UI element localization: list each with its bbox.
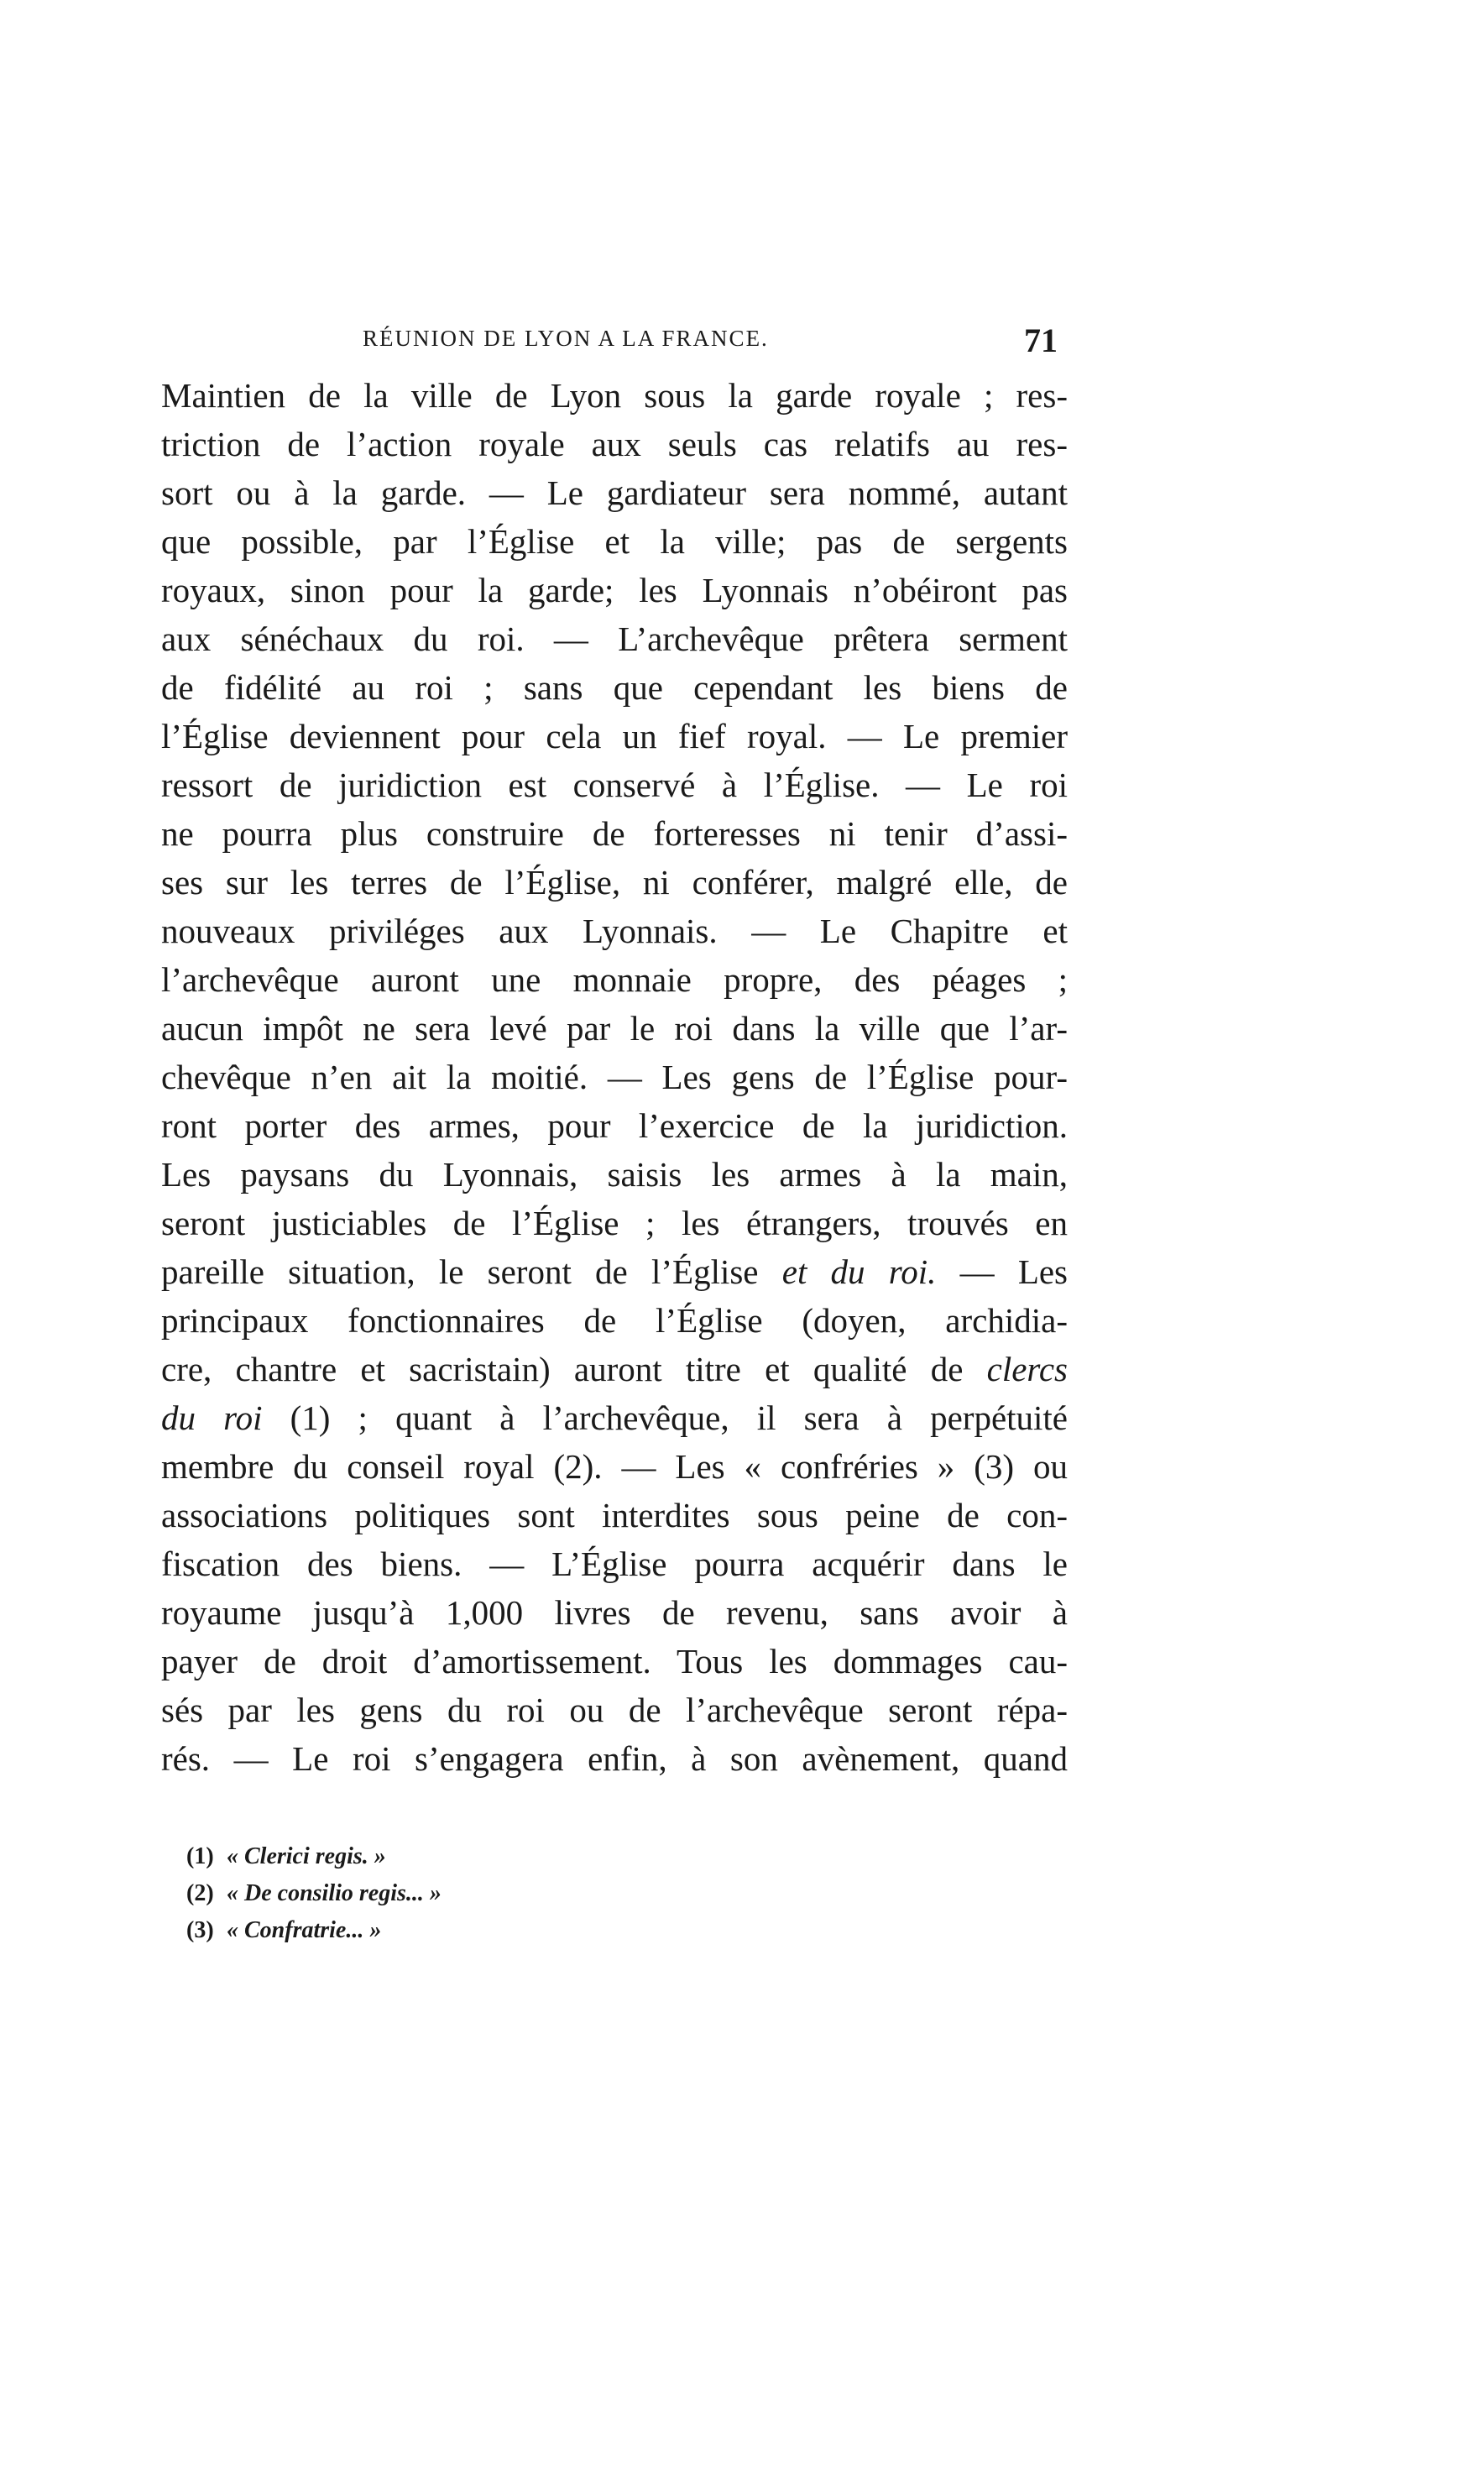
text-line: chevêque n’en ait la moitié. — Les gens de l’Église pour- [161, 1058, 1068, 1096]
text-segment: cre, chantre et sacristain) auront titre et qualité de [161, 1350, 964, 1388]
text-line: associations politiques sont interdites sous peine de con- [161, 1496, 1068, 1534]
text-line: fiscation des biens. — L’Église pourra acquérir dans le [161, 1545, 1068, 1583]
text-line: payer de droit d’amortissement. Tous les dommages cau- [161, 1642, 1068, 1680]
text-line: Les paysans du Lyonnais, saisis les armes à la main, [161, 1155, 1068, 1194]
footnote-text: « De consilio regis... » [227, 1880, 442, 1906]
text-line: ne pourra plus construire de forteresses ni tenir d’assi- [161, 814, 1068, 853]
text-line: sés par les gens du roi ou de l’archevêque seront répa- [161, 1691, 1068, 1729]
text-line: rés. — Le roi s’engagera enfin, à son avènement, quand [161, 1739, 1068, 1778]
text-line: membre du conseil royal (2). — Les « confréries » (3) ou [161, 1447, 1068, 1486]
footnote-mark: (3) [186, 1917, 214, 1943]
page-number: 71 [1024, 321, 1058, 359]
text-line: de fidélité au roi ; sans que cependant les biens de [161, 668, 1068, 707]
text-line: seront justiciables de l’Église ; les étrangers, trouvés en [161, 1204, 1068, 1242]
text-line: triction de l’action royale aux seuls cas relatifs au res- [161, 425, 1068, 463]
text-line-mixed [161, 1345, 1068, 1393]
text-line: l’Église deviennent pour cela un fief royal. — Le premier [161, 717, 1068, 755]
italic-segment: et du roi. [781, 1252, 937, 1291]
text-line: que possible, par l’Église et la ville; pas de sergents [161, 522, 1068, 561]
footnotes [186, 1838, 774, 1949]
footnote-mark: (2) [186, 1880, 214, 1906]
text-line: aucun impôt ne sera levé par le roi dans la ville que l’ar- [161, 1009, 1068, 1048]
running-title: RÉUNION DE LYON A LA FRANCE. [363, 326, 769, 351]
footnote [186, 1838, 774, 1875]
text-segment: pareille situation, le seront de l’Église [161, 1252, 759, 1291]
footnote [186, 1912, 774, 1949]
text-line: l’archevêque auront une monnaie propre, des péages ; [161, 960, 1068, 999]
italic-segment: du roi [161, 1398, 263, 1437]
text-segment: (1) ; quant à l’archevêque, il sera à perpétuité [290, 1398, 1068, 1437]
text-line: ressort de juridiction est conservé à l’Église. — Le roi [161, 766, 1068, 804]
page-header [161, 321, 1068, 368]
footnote-text: « Clerici regis. » [227, 1843, 386, 1869]
footnote [186, 1875, 774, 1912]
text-line: royaume jusqu’à 1,000 livres de revenu, sans avoir à [161, 1593, 1068, 1632]
text-line: royaux, sinon pour la garde; les Lyonnais n’obéiront pas [161, 571, 1068, 609]
text-line: nouveaux priviléges aux Lyonnais. — Le Chapitre et [161, 912, 1068, 950]
text-line: ses sur les terres de l’Église, ni conférer, malgré elle, de [161, 863, 1068, 902]
text-line: ront porter des armes, pour l’exercice de la juridiction. [161, 1106, 1068, 1145]
footnote-text: « Confratrie... » [227, 1917, 382, 1943]
footnote-mark: (1) [186, 1843, 214, 1869]
italic-segment: clercs [986, 1350, 1068, 1388]
text-line: sort ou à la garde. — Le gardiateur sera nommé, autant [161, 473, 1068, 512]
text-line: Maintien de la ville de Lyon sous la garde royale ; res- [161, 376, 1068, 415]
text-line: aux sénéchaux du roi. — L’archevêque prêtera serment [161, 619, 1068, 658]
text-line: principaux fonctionnaires de l’Église (doyen, archidia- [161, 1301, 1068, 1340]
text-segment: — Les [959, 1252, 1068, 1291]
body-text [161, 371, 1068, 1783]
text-line-mixed [161, 1393, 1068, 1442]
text-line-mixed [161, 1247, 1068, 1296]
